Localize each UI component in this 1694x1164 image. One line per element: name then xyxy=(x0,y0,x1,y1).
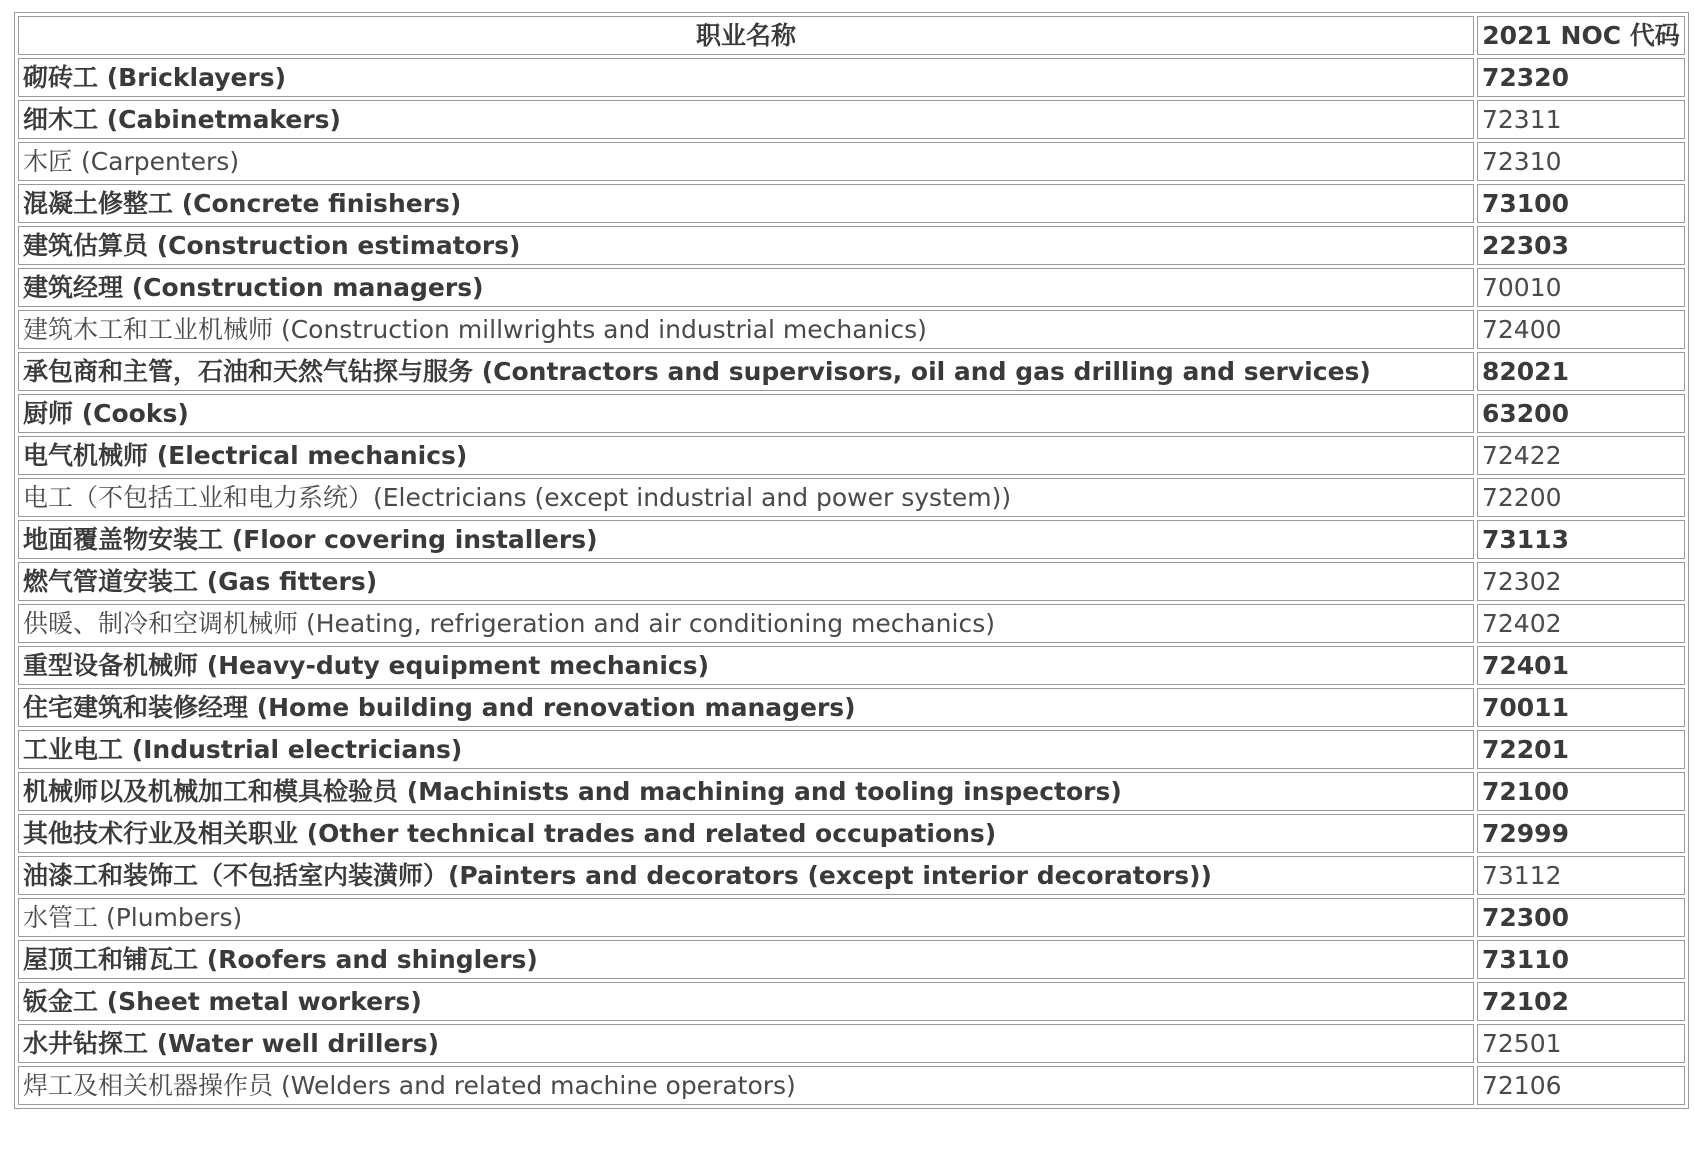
table-row xyxy=(18,100,1685,139)
occupation-name-cell: 混凝土修整工 (Concrete finishers) xyxy=(18,184,1474,223)
occupation-name-cell: 细木工 (Cabinetmakers) xyxy=(18,100,1474,139)
table-row xyxy=(18,142,1685,181)
noc-code-cell: 72106 xyxy=(1477,1066,1685,1105)
occupation-name-cell: 水井钻探工 (Water well drillers) xyxy=(18,1024,1474,1063)
noc-code-cell: 72300 xyxy=(1477,898,1685,937)
noc-code-cell: 72100 xyxy=(1477,772,1685,811)
noc-code-cell: 72320 xyxy=(1477,58,1685,97)
table-row xyxy=(18,268,1685,307)
table-row xyxy=(18,520,1685,559)
occupation-name-cell: 电工（不包括工业和电力系统）(Electricians (except industrial and power system)) xyxy=(18,478,1474,517)
noc-code-cell: 72102 xyxy=(1477,982,1685,1021)
noc-code-cell: 72201 xyxy=(1477,730,1685,769)
table-body xyxy=(18,58,1685,1105)
noc-code-cell: 73113 xyxy=(1477,520,1685,559)
column-header-occupation-name: 职业名称 xyxy=(18,16,1474,55)
noc-code-cell: 72400 xyxy=(1477,310,1685,349)
table-row xyxy=(18,898,1685,937)
occupation-name-cell: 钣金工 (Sheet metal workers) xyxy=(18,982,1474,1021)
table-row xyxy=(18,646,1685,685)
occupation-name-cell: 重型设备机械师 (Heavy-duty equipment mechanics) xyxy=(18,646,1474,685)
table-row xyxy=(18,1066,1685,1105)
table-row xyxy=(18,730,1685,769)
occupation-name-cell: 砌砖工 (Bricklayers) xyxy=(18,58,1474,97)
noc-code-cell: 72302 xyxy=(1477,562,1685,601)
table-header-row xyxy=(18,16,1685,55)
occupation-name-cell: 木匠 (Carpenters) xyxy=(18,142,1474,181)
occupation-name-cell: 屋顶工和铺瓦工 (Roofers and shinglers) xyxy=(18,940,1474,979)
noc-code-cell: 73112 xyxy=(1477,856,1685,895)
occupation-name-cell: 机械师以及机械加工和模具检验员 (Machinists and machining and tooling inspectors) xyxy=(18,772,1474,811)
noc-code-cell: 72501 xyxy=(1477,1024,1685,1063)
noc-code-cell: 72402 xyxy=(1477,604,1685,643)
occupation-name-cell: 其他技术行业及相关职业 (Other technical trades and related occupations) xyxy=(18,814,1474,853)
table-row xyxy=(18,940,1685,979)
occupation-name-cell: 建筑木工和工业机械师 (Construction millwrights and industrial mechanics) xyxy=(18,310,1474,349)
occupation-name-cell: 承包商和主管，石油和天然气钻探与服务 (Contractors and supervisors, oil and gas drilling and services) xyxy=(18,352,1474,391)
table-row xyxy=(18,226,1685,265)
noc-code-cell: 73100 xyxy=(1477,184,1685,223)
table-row xyxy=(18,184,1685,223)
occupation-name-cell: 住宅建筑和装修经理 (Home building and renovation managers) xyxy=(18,688,1474,727)
table-row xyxy=(18,814,1685,853)
table-row xyxy=(18,1024,1685,1063)
noc-code-cell: 72999 xyxy=(1477,814,1685,853)
table-row xyxy=(18,394,1685,433)
noc-code-cell: 70010 xyxy=(1477,268,1685,307)
occupation-name-cell: 电气机械师 (Electrical mechanics) xyxy=(18,436,1474,475)
occupation-name-cell: 地面覆盖物安装工 (Floor covering installers) xyxy=(18,520,1474,559)
table-row xyxy=(18,310,1685,349)
table-row xyxy=(18,856,1685,895)
occupation-table xyxy=(14,12,1689,1109)
table-row xyxy=(18,436,1685,475)
occupation-name-cell: 油漆工和装饰工（不包括室内装潢师）(Painters and decorators (except interior decorators)) xyxy=(18,856,1474,895)
table-row xyxy=(18,562,1685,601)
noc-code-cell: 72401 xyxy=(1477,646,1685,685)
occupation-name-cell: 建筑经理 (Construction managers) xyxy=(18,268,1474,307)
noc-code-cell: 70011 xyxy=(1477,688,1685,727)
occupation-name-cell: 水管工 (Plumbers) xyxy=(18,898,1474,937)
noc-code-cell: 22303 xyxy=(1477,226,1685,265)
occupation-name-cell: 工业电工 (Industrial electricians) xyxy=(18,730,1474,769)
occupation-name-cell: 建筑估算员 (Construction estimators) xyxy=(18,226,1474,265)
occupation-name-cell: 厨师 (Cooks) xyxy=(18,394,1474,433)
table-row xyxy=(18,478,1685,517)
table-row xyxy=(18,688,1685,727)
noc-code-cell: 72311 xyxy=(1477,100,1685,139)
occupation-table-container xyxy=(14,12,1686,1109)
noc-code-cell: 73110 xyxy=(1477,940,1685,979)
table-row xyxy=(18,772,1685,811)
column-header-noc-code: 2021 NOC 代码 xyxy=(1477,16,1685,55)
noc-code-cell: 82021 xyxy=(1477,352,1685,391)
table-row xyxy=(18,982,1685,1021)
noc-code-cell: 72200 xyxy=(1477,478,1685,517)
table-row xyxy=(18,58,1685,97)
table-row xyxy=(18,352,1685,391)
occupation-name-cell: 燃气管道安装工 (Gas fitters) xyxy=(18,562,1474,601)
occupation-name-cell: 焊工及相关机器操作员 (Welders and related machine operators) xyxy=(18,1066,1474,1105)
noc-code-cell: 72422 xyxy=(1477,436,1685,475)
noc-code-cell: 63200 xyxy=(1477,394,1685,433)
occupation-name-cell: 供暖、制冷和空调机械师 (Heating, refrigeration and air conditioning mechanics) xyxy=(18,604,1474,643)
table-row xyxy=(18,604,1685,643)
noc-code-cell: 72310 xyxy=(1477,142,1685,181)
